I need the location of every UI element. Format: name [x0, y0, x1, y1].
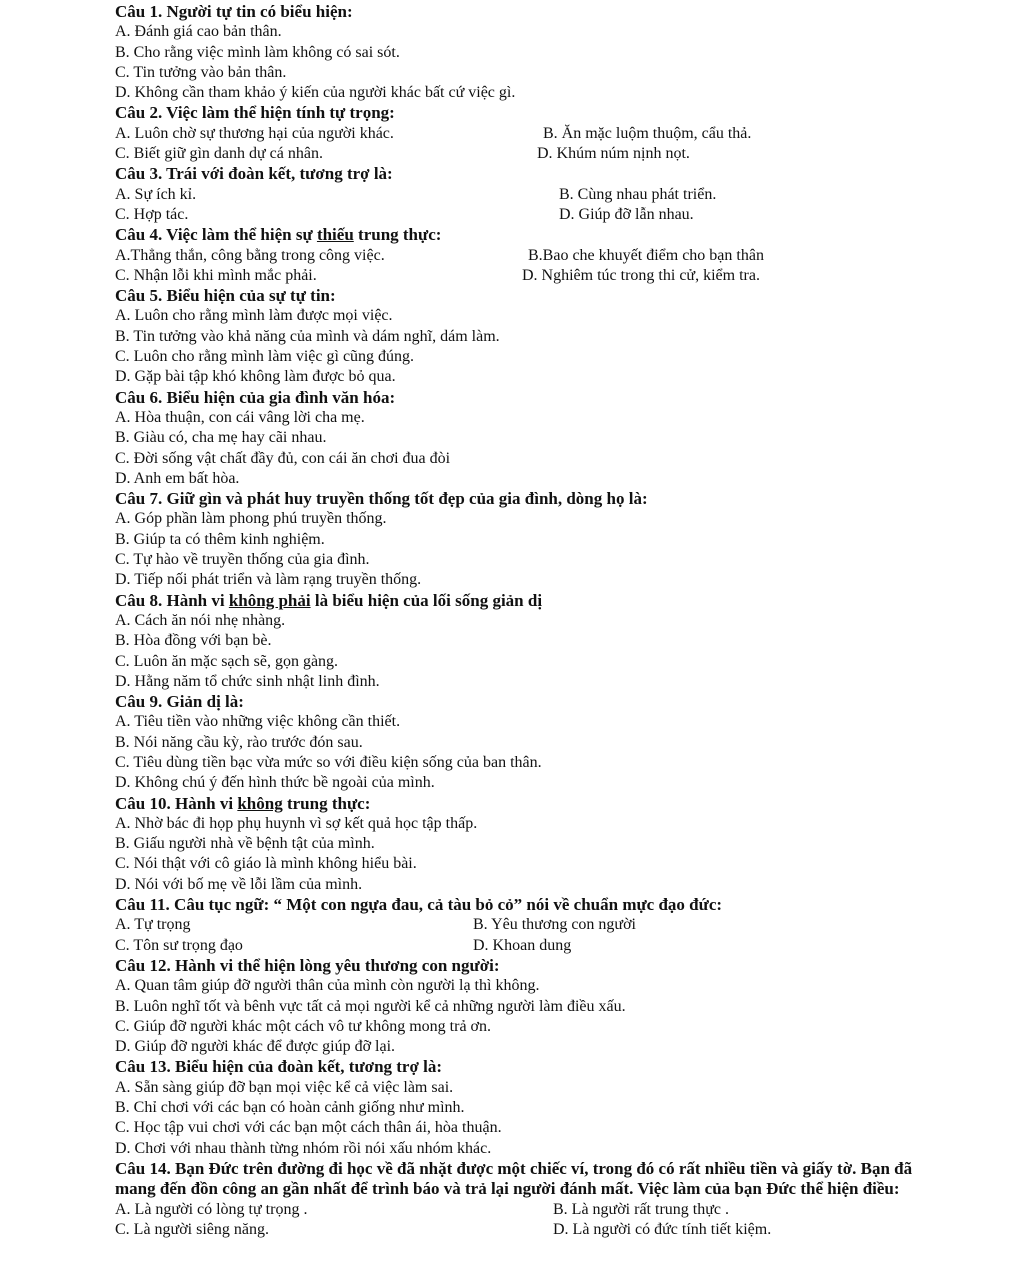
question-9-option-b: B. Nói năng cầu kỳ, rào trước đón sau.: [115, 733, 363, 751]
question-8-option-d: D. Hằng năm tổ chức sinh nhật linh đình.: [115, 672, 380, 690]
question-13-option-d: D. Chơi với nhau thành từng nhóm rồi nói xấu nhóm khác.: [115, 1139, 492, 1157]
question-12-option-a: A. Quan tâm giúp đỡ người thân của mình còn người lạ thì không.: [115, 977, 540, 995]
question-8-title-end: là biểu hiện của lối sống giản dị: [310, 590, 543, 610]
question-10-option-d: D. Nói với bố mẹ về lỗi lầm của mình.: [115, 875, 363, 893]
question-8-title-start: Câu 8. Hành vi: [115, 590, 229, 610]
question-9-option-d: D. Không chú ý đến hình thức bề ngoài của mình.: [115, 774, 435, 792]
question-11-option-d: D. Khoan dung: [473, 936, 572, 954]
question-2-option-b: B. Ăn mặc luộm thuộm, cẩu thả.: [543, 124, 752, 142]
question-9-option-a: A. Tiêu tiền vào những việc không cần thiết.: [115, 713, 401, 731]
question-3-title: Câu 3. Trái với đoàn kết, tương trợ là:: [115, 164, 393, 184]
question-5-option-b: B. Tin tưởng vào khả năng của mình và dám nghĩ, dám làm.: [115, 327, 500, 345]
question-4-title-start: Câu 4. Việc làm thể hiện sự: [115, 225, 317, 245]
question-4-option-d: D. Nghiêm túc trong thi cử, kiểm tra.: [522, 266, 760, 284]
question-5-option-c: C. Luôn cho rằng mình làm việc gì cũng đúng.: [115, 348, 415, 366]
question-14-option-d: D. Là người có đức tính tiết kiệm.: [553, 1220, 772, 1238]
question-10-title-start: Câu 10. Hành vi: [115, 793, 238, 813]
question-6-title: Câu 6. Biểu hiện của gia đình văn hóa:: [115, 387, 396, 407]
question-11-option-b: B. Yêu thương con người: [473, 916, 636, 934]
question-7-option-b: B. Giúp ta có thêm kinh nghiệm.: [115, 530, 325, 548]
question-11-option-a: A. Tự trọng: [115, 916, 191, 934]
question-13-title: Câu 13. Biểu hiện của đoàn kết, tương trợ là:: [115, 1057, 443, 1077]
question-5-option-a: A. Luôn cho rằng mình làm được mọi việc.: [115, 307, 393, 325]
question-14-title: Câu 14. Bạn Đức trên đường đi học về đã nhặt được một chiếc ví, trong đó có rất nhiều tiền và giấy tờ. Bạn đã mang đến đồn công an gần nhất để trình báo và trả lại người đánh mất. Việc làm của bạn Đức thể hiện điều:: [115, 1158, 913, 1199]
question-2-option-c: C. Biết giữ gìn danh dự cá nhân.: [115, 145, 323, 163]
question-6-option-b: B. Giàu có, cha mẹ hay cãi nhau.: [115, 429, 327, 447]
question-14-row-2: [115, 1220, 915, 1240]
question-4-title: [115, 225, 915, 245]
question-2-option-a: A. Luôn chờ sự thương hại của người khác.: [115, 124, 394, 142]
question-4-title-underlined: thiếu: [316, 225, 354, 245]
question-8-option-a: A. Cách ăn nói nhẹ nhàng.: [115, 611, 286, 629]
question-2-option-d: D. Khúm núm nịnh nọt.: [537, 145, 690, 163]
question-2-title: Câu 2. Việc làm thể hiện tính tự trọng:: [115, 103, 395, 123]
question-13-option-b: B. Chỉ chơi với các bạn có hoàn cảnh giống như mình.: [115, 1099, 465, 1117]
question-3-row-2: [115, 205, 915, 225]
question-2-row-2: [115, 144, 915, 164]
question-10-option-b: B. Giấu người nhà về bệnh tật của mình.: [115, 835, 375, 853]
question-1-option-b: B. Cho rằng việc mình làm không có sai sót.: [115, 43, 400, 61]
question-11-row-1: [115, 915, 915, 935]
question-2-row-1: [115, 124, 915, 144]
question-3-option-a: A. Sự ích kỉ.: [115, 185, 197, 203]
question-13-option-a: A. Sẵn sàng giúp đỡ bạn mọi việc kể cả việc làm sai.: [115, 1078, 454, 1096]
question-4-row-2: [115, 266, 915, 286]
question-4-option-a: A.Thẳng thắn, công bằng trong công việc.: [115, 246, 385, 264]
question-14-option-b: B. Là người rất trung thực .: [553, 1200, 729, 1218]
question-10-title-end: trung thực:: [282, 793, 371, 813]
quiz-document: [115, 2, 915, 1240]
question-3-option-b: B. Cùng nhau phát triển.: [559, 185, 717, 203]
question-4-option-c: C. Nhận lỗi khi mình mắc phải.: [115, 266, 317, 284]
question-4-option-b: B.Bao che khuyết điểm cho bạn thân: [528, 246, 764, 264]
question-3-option-c: C. Hợp tác.: [115, 205, 189, 223]
question-11-row-2: [115, 936, 915, 956]
question-4-row-1: [115, 246, 915, 266]
question-11-title: Câu 11. Câu tục ngữ: “ Một con ngựa đau, cả tàu bỏ cỏ” nói về chuẩn mực đạo đức:: [115, 895, 723, 915]
question-7-title: Câu 7. Giữ gìn và phát huy truyền thống tốt đẹp của gia đình, dòng họ là:: [115, 489, 648, 509]
question-1-option-c: C. Tin tưởng vào bản thân.: [115, 63, 287, 81]
question-11-option-c: C. Tôn sư trọng đạo: [115, 936, 243, 954]
question-8-option-b: B. Hòa đồng với bạn bè.: [115, 632, 272, 650]
question-6-option-c: C. Đời sống vật chất đầy đủ, con cái ăn chơi đua đòi: [115, 449, 451, 467]
question-7-option-c: C. Tự hào về truyền thống của gia đình.: [115, 551, 370, 569]
question-5-title: Câu 5. Biểu hiện của sự tự tin:: [115, 286, 336, 306]
question-7-option-d: D. Tiếp nối phát triển và làm rạng truyền thống.: [115, 571, 422, 589]
question-14-option-c: C. Là người siêng năng.: [115, 1220, 269, 1238]
question-6-option-a: A. Hòa thuận, con cái vâng lời cha mẹ.: [115, 408, 365, 426]
question-6-option-d: D. Anh em bất hòa.: [115, 469, 240, 487]
question-1-option-d: D. Không cần tham khảo ý kiến của người khác bất cứ việc gì.: [115, 84, 516, 102]
question-12-option-c: C. Giúp đỡ người khác một cách vô tư không mong trả ơn.: [115, 1017, 492, 1035]
question-1-title: Câu 1. Người tự tin có biểu hiện:: [115, 2, 353, 21]
question-10-option-c: C. Nói thật với cô giáo là mình không hiểu bài.: [115, 855, 417, 873]
question-7-option-a: A. Góp phần làm phong phú truyền thống.: [115, 510, 387, 528]
question-3-option-d: D. Giúp đỡ lẫn nhau.: [559, 205, 694, 223]
question-4-title-end: trung thực:: [353, 225, 442, 245]
question-10-title-underlined: không: [237, 793, 283, 813]
question-8-option-c: C. Luôn ăn mặc sạch sẽ, gọn gàng.: [115, 652, 339, 670]
question-12-title: Câu 12. Hành vi thể hiện lòng yêu thương con người:: [115, 955, 500, 975]
question-5-option-d: D. Gặp bài tập khó không làm được bỏ qua.: [115, 368, 396, 386]
question-14-option-a: A. Là người có lòng tự trọng .: [115, 1200, 308, 1218]
question-12-option-d: D. Giúp đỡ người khác để được giúp đỡ lại.: [115, 1038, 396, 1056]
question-12-option-b: B. Luôn nghĩ tốt và bênh vực tất cả mọi người kể cả những người làm điều xấu.: [115, 997, 626, 1015]
question-14-row-1: [115, 1200, 915, 1220]
question-8-title-underlined: không phải: [228, 590, 311, 610]
question-10-option-a: A. Nhờ bác đi họp phụ huynh vì sợ kết quả học tập thấp.: [115, 814, 478, 832]
question-9-option-c: C. Tiêu dùng tiền bạc vừa mức so với điều kiện sống của ban thân.: [115, 753, 542, 771]
question-9-title: Câu 9. Giản dị là:: [115, 692, 244, 712]
question-10-title: [115, 794, 915, 814]
question-1-option-a: A. Đánh giá cao bản thân.: [115, 23, 282, 41]
question-3-row-1: [115, 185, 915, 205]
question-13-option-c: C. Học tập vui chơi với các bạn một cách thân ái, hòa thuận.: [115, 1119, 502, 1137]
question-8-title: [115, 591, 915, 611]
